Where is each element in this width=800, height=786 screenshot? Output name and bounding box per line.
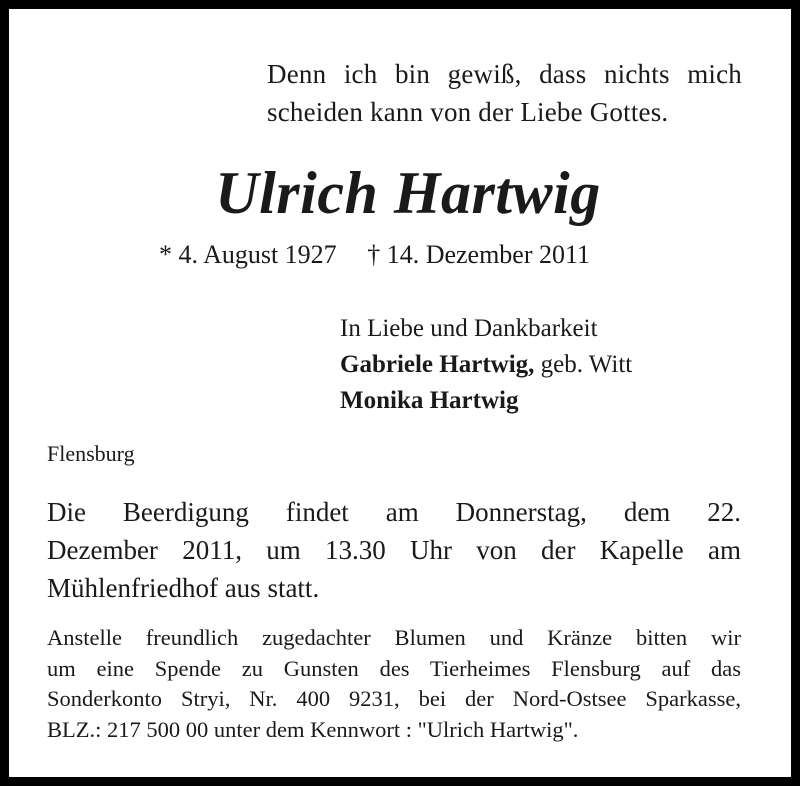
funeral-announcement <box>47 493 741 607</box>
donation-request <box>47 623 741 745</box>
donation-line-3: Sonderkonto Stryi, Nr. 400 9231, bei der Nord-Ostsee Sparkasse, <box>47 686 741 711</box>
verse-line-2: scheiden kann von der Liebe Gottes. <box>267 97 669 127</box>
death-date: † 14. Dezember 2011 <box>367 240 591 269</box>
mourners-block <box>340 311 632 419</box>
funeral-line-3: Mühlenfriedhof aus statt. <box>47 573 320 603</box>
mourner-1-maiden-name: geb. Witt <box>534 351 633 378</box>
place-name: Flensburg <box>47 441 135 466</box>
mourners-intro: In Liebe und Dankbarkeit <box>340 315 598 342</box>
bible-verse <box>267 55 742 131</box>
funeral-line-1: Die Beerdigung findet am Donnerstag, dem 22. <box>47 497 741 527</box>
mourner-2-name: Monika Hartwig <box>340 387 519 414</box>
donation-line-2: um eine Spende zu Gunsten des Tierheimes Flensburg auf das <box>47 655 741 681</box>
donation-line-4: BLZ.: 217 500 00 unter dem Kennwort : "Ulrich Hartwig". <box>47 716 579 742</box>
verse-line-1: Denn ich bin gewiß, dass nichts mich <box>267 59 742 89</box>
funeral-line-2: Dezember 2011, um 13.30 Uhr von der Kapelle am <box>47 535 741 565</box>
donation-line-1: Anstelle freundlich zugedachter Blumen und Kränze bitten wir <box>47 625 741 650</box>
life-dates <box>159 237 590 273</box>
mourner-2 <box>340 383 632 419</box>
mourner-1 <box>340 347 632 383</box>
deceased-name: Ulrich Hartwig <box>215 160 601 226</box>
mourner-1-name: Gabriele Hartwig, <box>340 351 535 378</box>
birth-date: * 4. August 1927 <box>159 240 337 269</box>
